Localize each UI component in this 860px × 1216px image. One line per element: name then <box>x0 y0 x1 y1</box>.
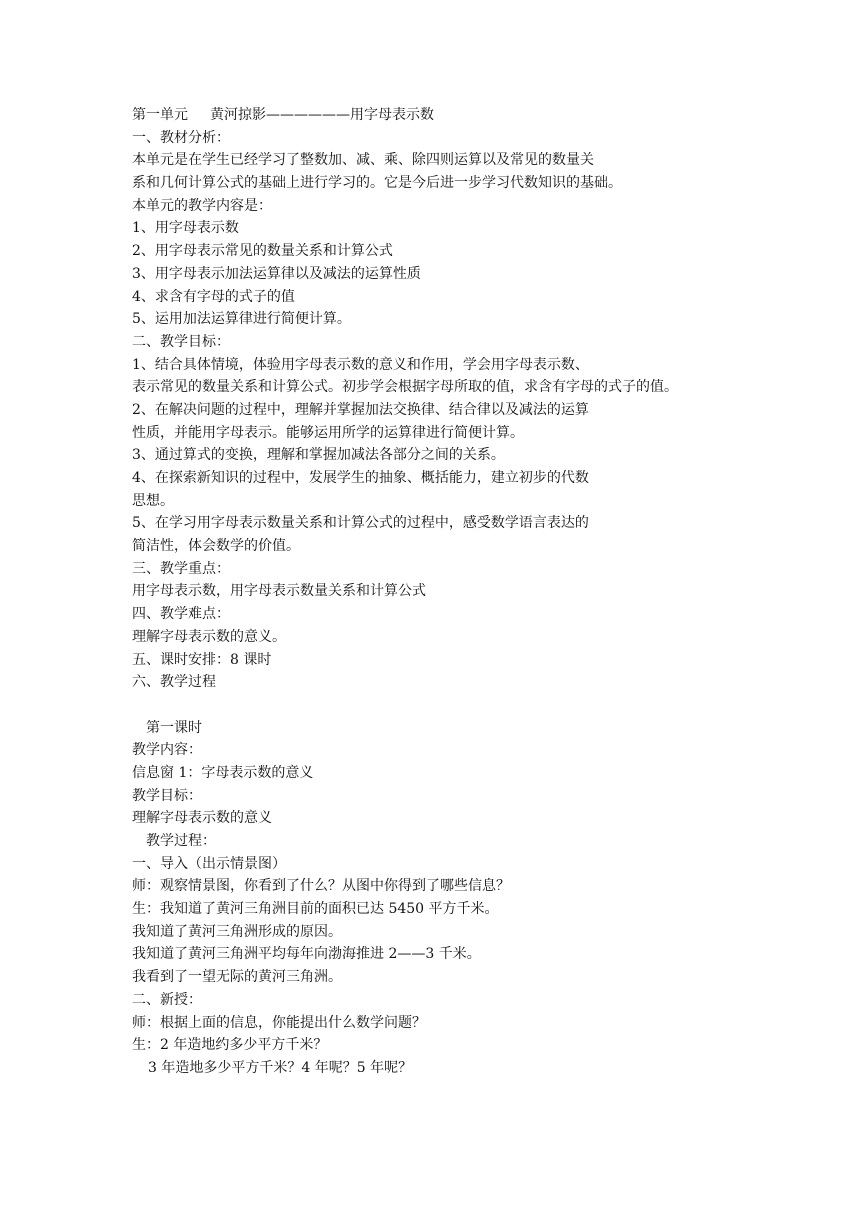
text-line: 我看到了一望无际的黄河三角洲。 <box>132 969 342 986</box>
text-line: 教学内容： <box>132 742 202 759</box>
text-line: 我知道了黄河三角洲形成的原因。 <box>132 923 342 940</box>
text-line: 三、教学重点： <box>132 560 230 577</box>
text-line: 系和几何计算公式的基础上进行学习的。它是今后进一步学习代数知识的基础。 <box>132 175 622 192</box>
text-line: 我知道了黄河三角洲平均每年向渤海推进 2——3 千米。 <box>132 946 481 963</box>
text-line: 信息窗 1：字母表示数的意义 <box>132 764 314 781</box>
text-line: 3、通过算式的变换，理解和掌握加减法各部分之间的关系。 <box>132 447 505 464</box>
text-line: 五、课时安排：8 课时 <box>132 651 272 668</box>
text-line: 性质，并能用字母表示。能够运用所学的运算律进行简便计算。 <box>132 424 524 441</box>
document-title <box>132 104 832 127</box>
text-line: 5、在学习用字母表示数量关系和计算公式的过程中，感受数学语言表达的 <box>132 515 589 532</box>
text-line: 教学目标： <box>132 787 202 804</box>
text-line: 4、求含有字母的式子的值 <box>132 288 295 305</box>
text-line: 四、教学难点： <box>132 606 230 623</box>
unit-topic: 黄河掠影——————用字母表示数 <box>210 107 434 123</box>
text-line: 4、在探索新知识的过程中，发展学生的抽象、概括能力，建立初步的代数 <box>132 470 589 486</box>
text-line: 二、新授： <box>132 991 202 1008</box>
text-line: 生：2 年造地约多少平方千米？ <box>132 1037 328 1054</box>
text-line: 2、在解决问题的过程中，理解并掌握加法交换律、结合律以及减法的运算 <box>132 401 589 418</box>
text-line: 1、用字母表示数 <box>132 220 239 237</box>
text-line: 2、用字母表示常见的数量关系和计算公式 <box>132 243 393 260</box>
text-line: 本单元的教学内容是： <box>132 197 272 214</box>
text-line: 用字母表示数，用字母表示数量关系和计算公式 <box>132 583 426 600</box>
text-line: 一、导入（出示情景图） <box>132 855 286 872</box>
lesson-heading: 第一课时 <box>146 719 202 736</box>
document-page <box>132 104 832 1080</box>
text-line: 5、运用加法运算律进行简便计算。 <box>132 311 351 328</box>
text-line: 1、结合具体情境，体验用字母表示数的意义和作用，学会用字母表示数、 <box>132 356 589 373</box>
text-line: 简洁性，体会数学的价值。 <box>132 538 300 555</box>
text-line: 师：根据上面的信息，你能提出什么数学问题？ <box>132 1014 426 1031</box>
text-line: 师：观察情景图，你看到了什么？从图中你得到了哪些信息？ <box>132 878 510 895</box>
text-line: 表示常见的数量关系和计算公式。初步学会根据字母所取的值，求含有字母的式子的值。 <box>132 379 678 396</box>
text-line: 生：我知道了黄河三角洲目前的面积已达 5450 平方千米。 <box>132 901 499 918</box>
process-heading: 教学过程： <box>146 833 216 849</box>
text-line: 本单元是在学生已经学习了整数加、减、乘、除四则运算以及常见的数量关 <box>132 152 594 169</box>
text-line: 理解字母表示数的意义 <box>132 810 272 827</box>
text-line: 一、教材分析： <box>132 129 230 146</box>
unit-label: 第一单元 <box>132 107 188 123</box>
text-line: 思想。 <box>132 492 174 509</box>
text-line: 二、教学目标： <box>132 333 230 350</box>
text-line: 理解字母表示数的意义。 <box>132 628 286 645</box>
blank-line <box>132 694 832 717</box>
text-line: 六、教学过程 <box>132 674 216 691</box>
text-line: 3 年造地多少平方千米？4 年呢？5 年呢？ <box>148 1059 413 1076</box>
text-line: 3、用字母表示加法运算律以及减法的运算性质 <box>132 265 421 282</box>
